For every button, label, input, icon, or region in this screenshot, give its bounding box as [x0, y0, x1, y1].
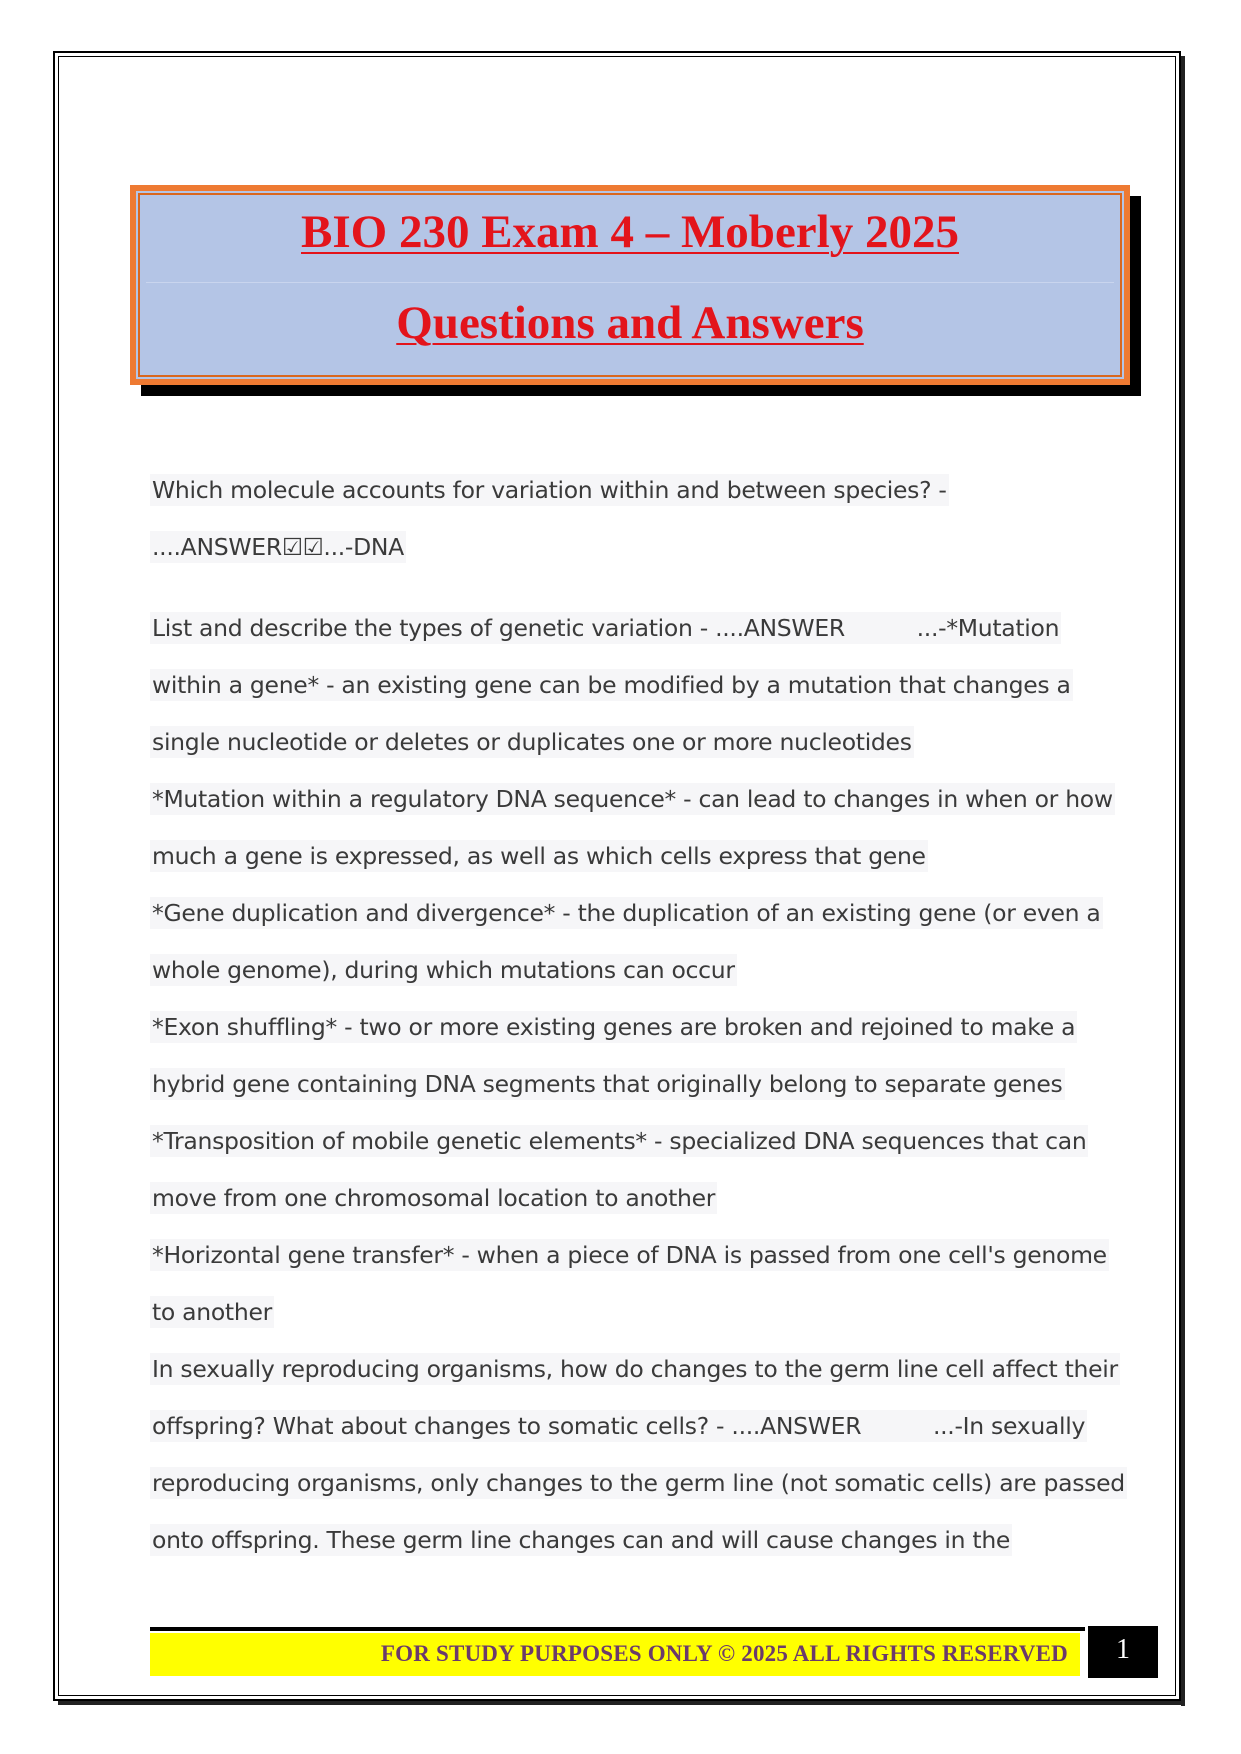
document-title: BIO 230 Exam 4 – Moberly 2025 — [301, 206, 959, 258]
footer-copyright: FOR STUDY PURPOSES ONLY © 2025 ALL RIGHTS RESERVED — [380, 1641, 1068, 1666]
text-line: Which molecule accounts for variation within and between species? - — [152, 476, 947, 504]
title-divider — [146, 282, 1114, 283]
text-line: whole genome), during which mutations can occur — [152, 956, 735, 984]
text-line: within a gene* - an existing gene can be modified by a mutation that changes a — [152, 671, 1071, 699]
text-line: ....ANSWER☑☑...-DNA — [152, 533, 404, 561]
text-line: *Horizontal gene transfer* - when a piece of DNA is passed from one cell's genome — [152, 1241, 1107, 1269]
text-line: In sexually reproducing organisms, how do changes to the germ line cell affect their — [152, 1355, 1118, 1383]
text-line: *Exon shuffling* - two or more existing genes are broken and rejoined to make a — [152, 1013, 1076, 1041]
page-number: 1 — [1116, 1634, 1130, 1665]
text-line: single nucleotide or deletes or duplicates one or more nucleotides — [152, 728, 912, 756]
footer-rule — [150, 1627, 1085, 1631]
text-line: to another — [152, 1298, 272, 1326]
text-line: *Gene duplication and divergence* - the duplication of an existing gene (or even a — [152, 899, 1101, 927]
document-subtitle: Questions and Answers — [396, 297, 864, 349]
text-line: hybrid gene containing DNA segments that originally belong to separate genes — [152, 1070, 1063, 1098]
text-line: move from one chromosomal location to another — [152, 1184, 716, 1212]
qa-content — [150, 462, 1125, 1569]
text-line: List and describe the types of genetic variation - ....ANSWER ...-*Mutation — [152, 614, 1060, 642]
text-line: *Mutation within a regulatory DNA sequence* - can lead to changes in when or how — [152, 785, 1113, 813]
paragraph-gap — [150, 576, 1090, 600]
text-line: much a gene is expressed, as well as which cells express that gene — [152, 842, 926, 870]
text-line: reproducing organisms, only changes to the germ line (not somatic cells) are passed — [152, 1469, 1125, 1497]
page-shadow-right — [1181, 56, 1185, 1706]
text-line: offspring? What about changes to somatic cells? - ....ANSWER ...-In sexually — [152, 1412, 1086, 1440]
page-number-box — [1088, 1626, 1158, 1678]
text-line: onto offspring. These germ line changes can and will cause changes in the — [152, 1526, 1011, 1554]
text-line: *Transposition of mobile genetic elements* - specialized DNA sequences that can — [152, 1127, 1087, 1155]
page-shadow-bottom — [58, 1701, 1185, 1705]
title-box — [130, 185, 1130, 385]
footer-band — [150, 1633, 1080, 1676]
